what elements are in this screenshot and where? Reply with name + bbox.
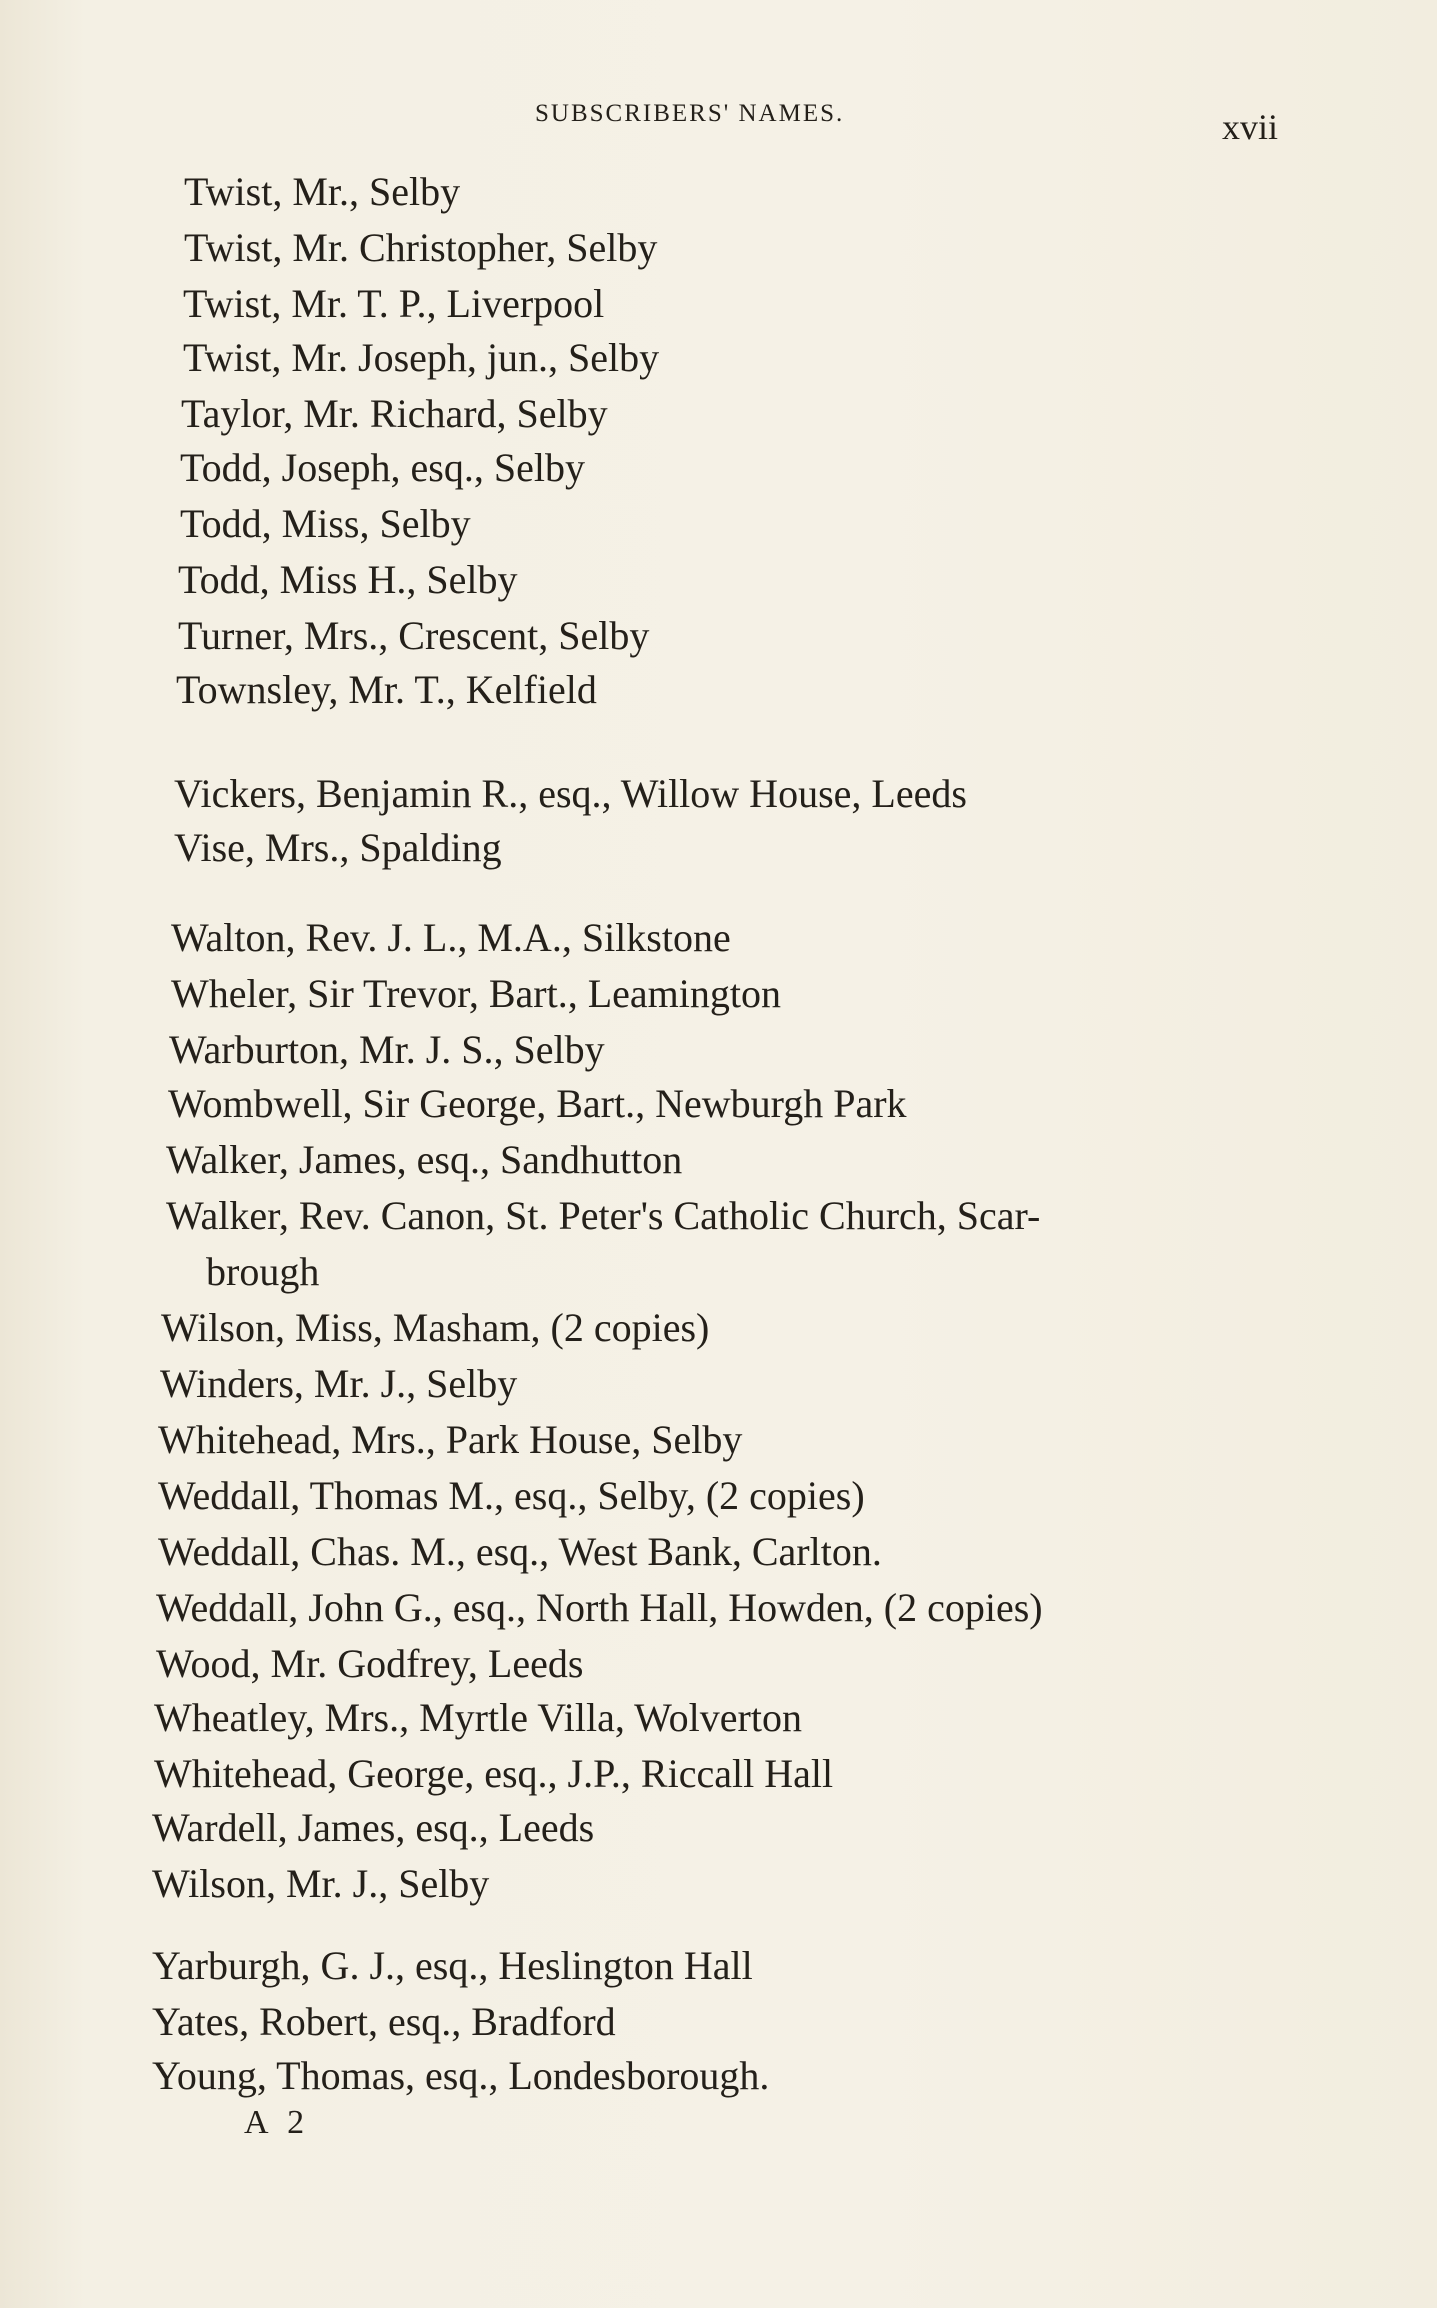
subscriber-entry: Yarburgh, G. J., esq., Heslington Hall xyxy=(152,1943,753,1988)
subscriber-entry: Walker, Rev. Canon, St. Peter's Catholic Church, Scar- xyxy=(166,1193,1041,1238)
subscriber-entry: Yates, Robert, esq., Bradford xyxy=(152,1999,616,2044)
subscriber-entry: Todd, Miss, Selby xyxy=(180,501,471,546)
subscriber-entry: Warburton, Mr. J. S., Selby xyxy=(169,1027,605,1072)
subscriber-entry: Walker, James, esq., Sandhutton xyxy=(166,1137,683,1182)
subscriber-entry: Weddall, Thomas M., esq., Selby, (2 copies) xyxy=(158,1473,865,1518)
subscriber-entry: Wheatley, Mrs., Myrtle Villa, Wolverton xyxy=(154,1695,802,1740)
subscriber-entry: Townsley, Mr. T., Kelfield xyxy=(176,667,597,712)
subscriber-entry: Young, Thomas, esq., Londesborough. xyxy=(152,2053,770,2098)
subscriber-entry: Turner, Mrs., Crescent, Selby xyxy=(178,613,650,658)
subscriber-entry: Wheler, Sir Trevor, Bart., Leamington xyxy=(171,971,782,1016)
subscriber-entry: Twist, Mr. Joseph, jun., Selby xyxy=(183,335,660,380)
running-title: SUBSCRIBERS' NAMES. xyxy=(535,100,845,127)
page-number: xvii xyxy=(1222,107,1279,147)
subscriber-entry: Wood, Mr. Godfrey, Leeds xyxy=(156,1641,584,1686)
subscriber-entry: Winders, Mr. J., Selby xyxy=(160,1361,518,1406)
subscriber-entry: Wilson, Mr. J., Selby xyxy=(152,1861,490,1906)
subscriber-entry: Vise, Mrs., Spalding xyxy=(174,825,502,870)
subscriber-entry: Wardell, James, esq., Leeds xyxy=(152,1805,595,1850)
subscriber-entry: Twist, Mr. Christopher, Selby xyxy=(184,225,658,270)
subscriber-entry: Whitehead, George, esq., J.P., Riccall Hall xyxy=(154,1751,834,1796)
subscriber-entry: Wilson, Miss, Masham, (2 copies) xyxy=(161,1305,710,1350)
subscriber-entry: Weddall, Chas. M., esq., West Bank, Carlton. xyxy=(158,1529,882,1574)
subscriber-entry: Walton, Rev. J. L., M.A., Silkstone xyxy=(171,915,731,960)
subscriber-entry: Weddall, John G., esq., North Hall, Howden, (2 copies) xyxy=(156,1585,1043,1630)
subscriber-entry: Todd, Miss H., Selby xyxy=(178,557,518,602)
subscriber-entry: Vickers, Benjamin R., esq., Willow House, Leeds xyxy=(174,771,967,816)
subscriber-entry: Todd, Joseph, esq., Selby xyxy=(180,445,585,490)
subscriber-entry: Whitehead, Mrs., Park House, Selby xyxy=(158,1417,743,1462)
subscriber-entry: Wombwell, Sir George, Bart., Newburgh Park xyxy=(168,1081,907,1126)
subscriber-entry-continuation: brough xyxy=(206,1249,320,1294)
signature-mark: A 2 xyxy=(244,2104,311,2141)
subscriber-entry: Twist, Mr., Selby xyxy=(184,169,461,214)
subscriber-entry: Taylor, Mr. Richard, Selby xyxy=(181,391,608,436)
subscriber-entry: Twist, Mr. T. P., Liverpool xyxy=(183,281,605,326)
